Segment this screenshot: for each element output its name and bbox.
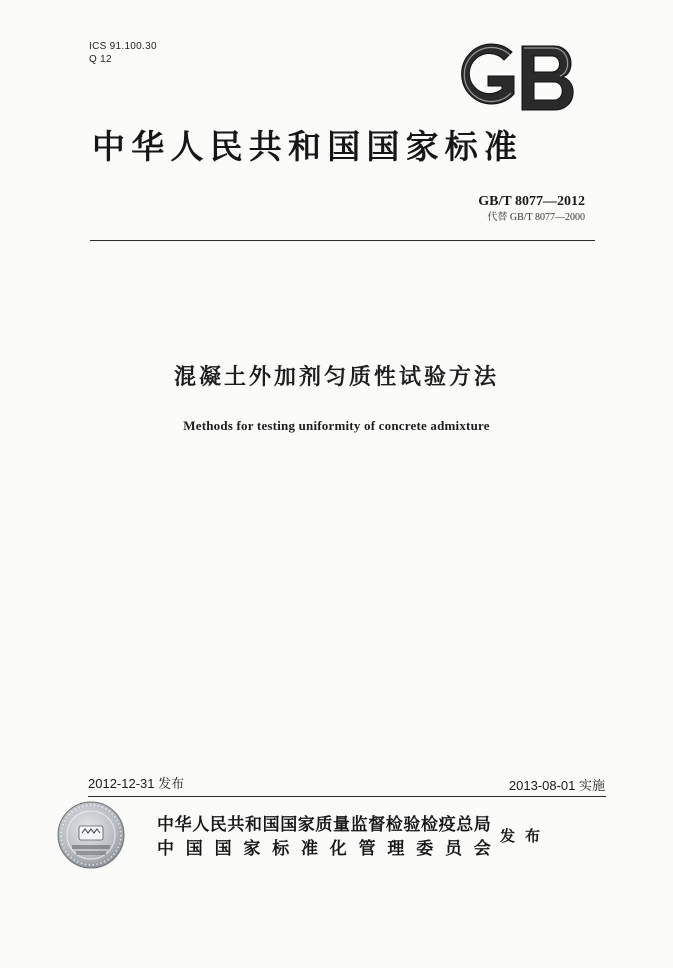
- footer-divider: [88, 796, 606, 797]
- header-divider: [90, 240, 595, 241]
- issuing-agency-aqsiq: 中华人民共和国国家质量监督检验检疫总局: [157, 815, 492, 835]
- standard-type-heading: 中华人民共和国国家标准: [92, 127, 524, 166]
- document-title-english: Methods for testing uniformity of concrete admixture: [183, 418, 490, 433]
- implementation-date: 2013-08-01 实施: [508, 778, 605, 793]
- issue-date: 2012-12-31 发布: [88, 776, 185, 791]
- gb-logo-icon: [454, 40, 580, 116]
- anti-counterfeit-seal-icon: [56, 800, 126, 870]
- issuing-agency-sac: 中国国家标准化管理委员会: [157, 839, 503, 859]
- classification-code: Q 12: [89, 54, 112, 65]
- standard-number: GB/T 8077—2012: [478, 194, 585, 209]
- publish-label: 发布: [500, 827, 551, 845]
- ics-code: ICS 91.100.30: [89, 41, 157, 52]
- document-title-chinese: 混凝土外加剂匀质性试验方法: [173, 365, 499, 390]
- classification-block: [89, 40, 157, 66]
- replaces-standard: 代替 GB/T 8077—2000: [487, 212, 585, 223]
